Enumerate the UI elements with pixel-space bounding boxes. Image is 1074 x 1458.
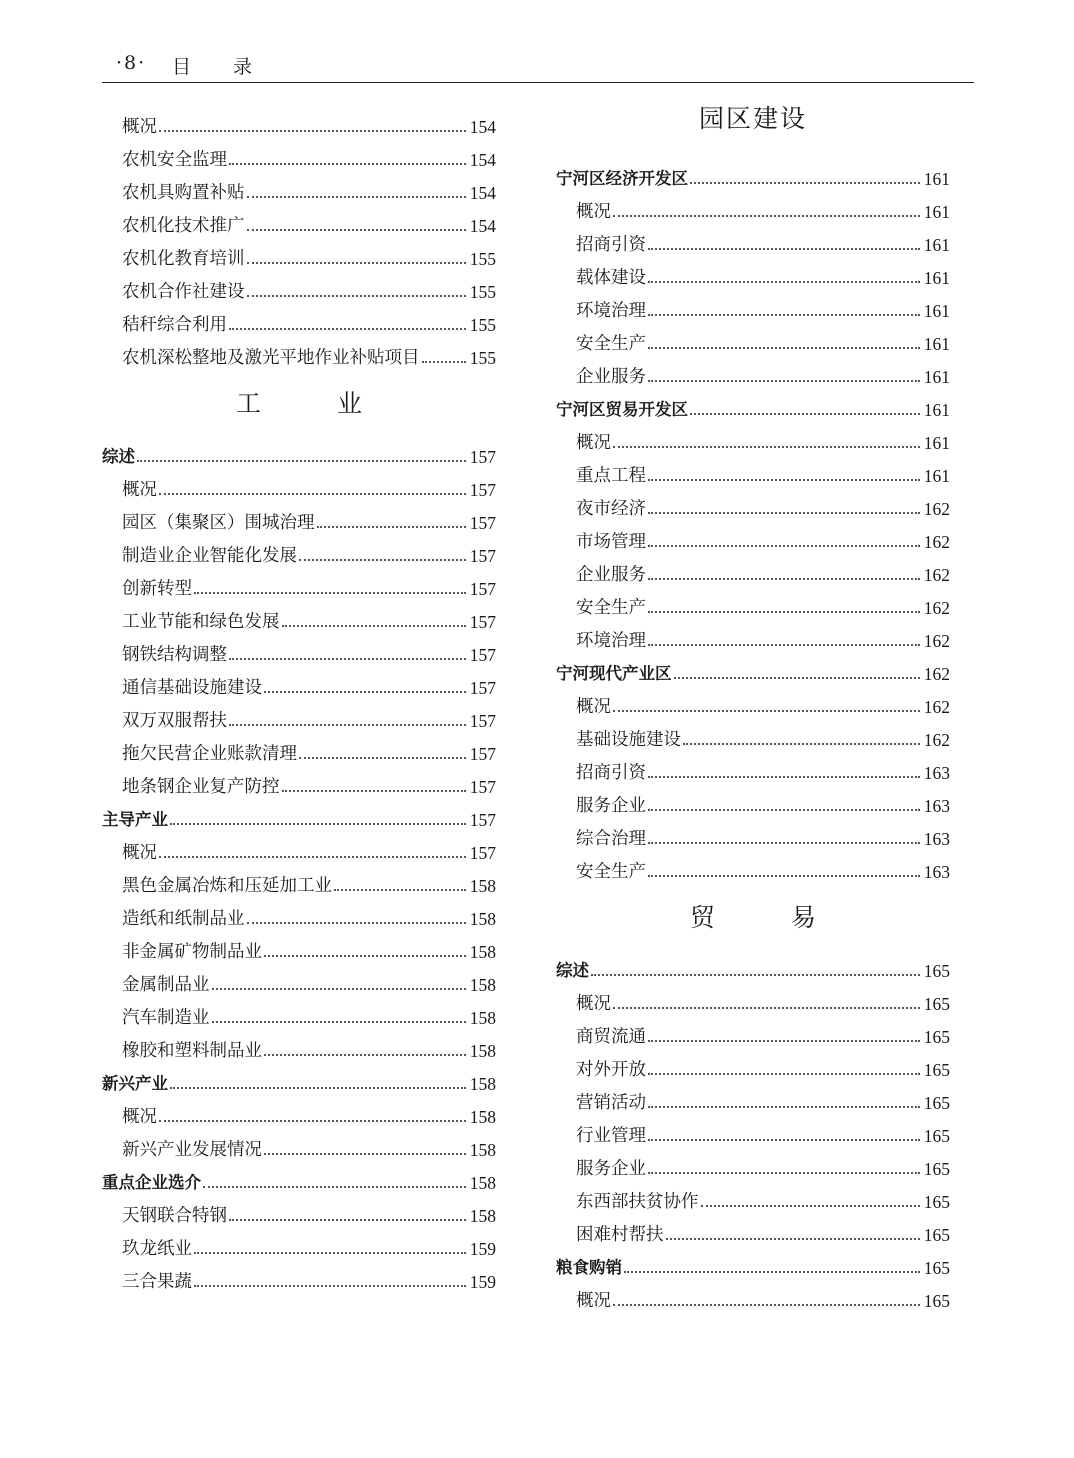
toc-entry-label: 载体建设 — [576, 268, 646, 288]
toc-entry-page: 157 — [469, 612, 496, 632]
toc-entry — [556, 1180, 950, 1213]
dot-leader — [648, 248, 920, 250]
dot-leader — [422, 361, 466, 363]
toc-entry — [102, 930, 496, 963]
toc-entry-label: 安全生产 — [576, 334, 646, 354]
toc-entry-label: 黑色金属冶炼和压延加工业 — [122, 876, 332, 896]
toc-entry-label: 招商引资 — [576, 763, 646, 783]
toc-entry — [556, 619, 950, 652]
toc-section-entry — [102, 435, 496, 468]
toc-entry-label: 概况 — [576, 697, 611, 717]
toc-entry-label: 东西部扶贫协作 — [576, 1192, 699, 1212]
dot-leader — [648, 1106, 920, 1108]
toc-entry-label: 宁河区经济开发区 — [556, 169, 688, 188]
toc-entry-page: 159 — [469, 1272, 496, 1292]
toc-entry-label: 企业服务 — [576, 367, 646, 387]
dot-leader — [674, 677, 920, 679]
toc-entry-label: 行业管理 — [576, 1126, 646, 1146]
toc-entry-label: 宁河现代产业区 — [556, 664, 672, 683]
toc-entry-page: 161 — [923, 367, 950, 387]
toc-entry — [102, 996, 496, 1029]
toc-entry — [102, 138, 496, 171]
toc-entry — [102, 534, 496, 567]
toc-entry-page: 158 — [469, 1107, 496, 1127]
toc-entry-label: 农机安全监理 — [122, 150, 227, 170]
toc-section-entry — [556, 157, 950, 190]
toc-entry-page: 161 — [923, 433, 950, 453]
dot-leader — [648, 1172, 920, 1174]
toc-entry-page: 161 — [923, 334, 950, 354]
toc-entry-label: 玖龙纸业 — [122, 1239, 192, 1259]
dot-leader — [229, 328, 466, 330]
toc-entry — [556, 1081, 950, 1114]
toc-entry-page: 163 — [923, 796, 950, 816]
toc-entry-page: 158 — [469, 1041, 496, 1061]
toc-entry-page: 157 — [469, 810, 496, 830]
toc-entry-label: 农机具购置补贴 — [122, 183, 245, 203]
parks-entries — [556, 157, 950, 883]
toc-entry — [102, 303, 496, 336]
dot-leader — [194, 592, 466, 594]
toc-entry-page: 157 — [469, 480, 496, 500]
toc-entry-label: 概况 — [122, 117, 157, 137]
dot-leader — [648, 578, 920, 580]
chapter-title-industry: 工 业 — [236, 389, 396, 418]
dot-leader — [194, 1285, 466, 1287]
dot-leader — [613, 710, 920, 712]
toc-entry-page: 158 — [469, 1074, 496, 1094]
toc-entry-page: 157 — [469, 744, 496, 764]
toc-entry-label: 通信基础设施建设 — [122, 678, 262, 698]
toc-entry-label: 服务企业 — [576, 1159, 646, 1179]
toc-entry — [102, 468, 496, 501]
toc-entry-label: 新兴产业 — [102, 1074, 168, 1093]
toc-entry — [556, 1213, 950, 1246]
toc-entry-page: 162 — [923, 565, 950, 585]
dot-leader — [648, 380, 920, 382]
toc-entry — [102, 732, 496, 765]
dot-leader — [648, 611, 920, 613]
toc-entry — [102, 1029, 496, 1062]
dot-leader — [648, 875, 920, 877]
toc-entry-page: 162 — [923, 697, 950, 717]
toc-entry-page: 158 — [469, 1008, 496, 1028]
toc-entry-label: 钢铁结构调整 — [122, 645, 227, 665]
toc-entry-page: 162 — [923, 664, 950, 684]
toc-entry — [102, 501, 496, 534]
dot-leader — [170, 823, 466, 825]
toc-entry-page: 154 — [469, 183, 496, 203]
toc-entry-page: 158 — [469, 1173, 496, 1193]
dot-leader — [648, 1040, 920, 1042]
dot-leader — [701, 1205, 920, 1207]
toc-entry-label: 概况 — [576, 202, 611, 222]
toc-entry — [556, 1048, 950, 1081]
toc-entry-label: 非金属矿物制品业 — [122, 942, 262, 962]
toc-entry — [102, 897, 496, 930]
toc-entry-page: 165 — [923, 1159, 950, 1179]
toc-entry — [102, 1095, 496, 1128]
dot-leader — [690, 413, 920, 415]
dot-leader — [247, 922, 466, 924]
toc-entry-page: 161 — [923, 466, 950, 486]
dot-leader — [194, 1252, 466, 1254]
toc-entry-label: 对外开放 — [576, 1060, 646, 1080]
toc-entry-page: 155 — [469, 348, 496, 368]
toc-entry-label: 汽车制造业 — [122, 1008, 210, 1028]
toc-entry-label: 综述 — [102, 447, 135, 466]
dot-leader — [282, 790, 466, 792]
toc-entry-label: 营销活动 — [576, 1093, 646, 1113]
toc-entry-page: 165 — [923, 1060, 950, 1080]
dot-leader — [648, 314, 920, 316]
toc-entry-label: 双万双服帮扶 — [122, 711, 227, 731]
toc-entry-label: 商贸流通 — [576, 1027, 646, 1047]
toc-entry-page: 158 — [469, 909, 496, 929]
toc-entry-label: 概况 — [122, 1107, 157, 1127]
toc-entry — [556, 751, 950, 784]
toc-entry-page: 165 — [923, 1093, 950, 1113]
dot-leader — [648, 842, 920, 844]
toc-section-entry — [556, 388, 950, 421]
toc-entry — [556, 487, 950, 520]
toc-entry-label: 夜市经济 — [576, 499, 646, 519]
toc-entry — [556, 454, 950, 487]
dot-leader — [613, 1304, 920, 1306]
toc-section-entry — [556, 949, 950, 982]
toc-entry — [102, 864, 496, 897]
toc-entry-label: 农机深松整地及激光平地作业补贴项目 — [122, 348, 420, 368]
dot-leader — [624, 1271, 920, 1273]
toc-entry-label: 宁河区贸易开发区 — [556, 400, 688, 419]
dot-leader — [229, 658, 466, 660]
toc-entry-page: 161 — [923, 301, 950, 321]
toc-entry-label: 园区（集聚区）围城治理 — [122, 513, 315, 533]
dot-leader — [159, 1120, 466, 1122]
page-title: 目 录 — [172, 56, 271, 78]
toc-entry-page: 165 — [923, 994, 950, 1014]
toc-entry-page: 165 — [923, 961, 950, 981]
toc-entry-label: 新兴产业发展情况 — [122, 1140, 262, 1160]
toc-entry — [102, 666, 496, 699]
toc-entry-page: 165 — [923, 1225, 950, 1245]
dot-leader — [317, 526, 466, 528]
toc-entry — [102, 1260, 496, 1293]
toc-entry-page: 158 — [469, 975, 496, 995]
dot-leader — [648, 809, 920, 811]
dot-leader — [247, 229, 466, 231]
toc-entry-label: 市场管理 — [576, 532, 646, 552]
dot-leader — [683, 743, 920, 745]
toc-entry-label: 制造业企业智能化发展 — [122, 546, 297, 566]
left-top-entries — [102, 105, 496, 369]
dot-leader — [247, 196, 466, 198]
toc-entry-page: 154 — [469, 216, 496, 236]
toc-entry — [556, 1114, 950, 1147]
toc-entry-label: 创新转型 — [122, 579, 192, 599]
dot-leader — [299, 757, 466, 759]
toc-entry-label: 环境治理 — [576, 301, 646, 321]
toc-entry-label: 基础设施建设 — [576, 730, 681, 750]
trade-entries — [556, 949, 950, 1312]
toc-entry-page: 154 — [469, 150, 496, 170]
toc-entry-label: 重点工程 — [576, 466, 646, 486]
toc-entry — [102, 1194, 496, 1227]
dot-leader — [648, 281, 920, 283]
toc-entry — [556, 850, 950, 883]
toc-entry-label: 橡胶和塑料制品业 — [122, 1041, 262, 1061]
dot-leader — [247, 262, 466, 264]
dot-leader — [264, 955, 466, 957]
toc-entry-page: 154 — [469, 117, 496, 137]
dot-leader — [299, 559, 466, 561]
toc-entry-page: 159 — [469, 1239, 496, 1259]
toc-entry — [556, 190, 950, 223]
toc-entry-page: 162 — [923, 499, 950, 519]
toc-entry — [102, 1227, 496, 1260]
dot-leader — [212, 1021, 466, 1023]
toc-entry-page: 157 — [469, 678, 496, 698]
toc-entry — [556, 421, 950, 454]
toc-entry — [556, 1147, 950, 1180]
toc-entry-page: 157 — [469, 645, 496, 665]
toc-entry — [102, 336, 496, 369]
chapter-title-trade: 贸 易 — [690, 903, 850, 932]
toc-entry-label: 概况 — [122, 480, 157, 500]
toc-entry-label: 招商引资 — [576, 235, 646, 255]
chapter-title-parks: 园区建设 — [698, 104, 807, 133]
dot-leader — [282, 625, 466, 627]
toc-entry — [556, 718, 950, 751]
toc-entry-label: 概况 — [576, 1291, 611, 1311]
dot-leader — [159, 130, 466, 132]
toc-entry — [556, 1015, 950, 1048]
toc-entry-label: 地条钢企业复产防控 — [122, 777, 280, 797]
toc-entry — [102, 1128, 496, 1161]
toc-entry — [556, 223, 950, 256]
dot-leader — [613, 1007, 920, 1009]
toc-entry-page: 157 — [469, 843, 496, 863]
dot-leader — [264, 1054, 466, 1056]
dot-leader — [159, 493, 466, 495]
dot-leader — [334, 889, 466, 891]
toc-entry-label: 农机化教育培训 — [122, 249, 245, 269]
toc-entry-page: 165 — [923, 1126, 950, 1146]
toc-entry-page: 157 — [469, 447, 496, 467]
toc-entry-page: 155 — [469, 282, 496, 302]
toc-left-column — [102, 105, 496, 1293]
toc-entry-label: 三合果蔬 — [122, 1272, 192, 1292]
toc-entry — [556, 1279, 950, 1312]
toc-entry-page: 165 — [923, 1027, 950, 1047]
toc-entry-label: 拖欠民营企业账款清理 — [122, 744, 297, 764]
dot-leader — [137, 460, 466, 462]
toc-section-entry — [556, 652, 950, 685]
dot-leader — [229, 1219, 466, 1221]
toc-entry-page: 158 — [469, 1140, 496, 1160]
dot-leader — [648, 1139, 920, 1141]
toc-entry — [102, 600, 496, 633]
toc-entry — [102, 831, 496, 864]
toc-entry-page: 161 — [923, 268, 950, 288]
dot-leader — [170, 1087, 466, 1089]
dot-leader — [648, 1073, 920, 1075]
toc-entry-page: 165 — [923, 1291, 950, 1311]
toc-entry — [556, 520, 950, 553]
toc-entry-label: 金属制品业 — [122, 975, 210, 995]
dot-leader — [613, 446, 920, 448]
toc-section-entry — [102, 798, 496, 831]
dot-leader — [203, 1186, 466, 1188]
toc-entry-label: 粮食购销 — [556, 1258, 622, 1277]
dot-leader — [613, 215, 920, 217]
toc-entry — [102, 105, 496, 138]
toc-entry — [556, 256, 950, 289]
toc-entry-page: 163 — [923, 862, 950, 882]
dot-leader — [666, 1238, 920, 1240]
toc-entry-label: 综述 — [556, 961, 589, 980]
toc-entry-page: 161 — [923, 202, 950, 222]
toc-entry — [556, 355, 950, 388]
dot-leader — [591, 974, 920, 976]
page-number: ·8· — [116, 52, 147, 74]
toc-entry-page: 163 — [923, 829, 950, 849]
toc-entry — [102, 963, 496, 996]
toc-entry-label: 概况 — [576, 994, 611, 1014]
toc-entry-page: 158 — [469, 942, 496, 962]
toc-entry-page: 161 — [923, 169, 950, 189]
toc-entry-page: 157 — [469, 579, 496, 599]
toc-entry-page: 162 — [923, 730, 950, 750]
dot-leader — [229, 163, 466, 165]
toc-entry — [102, 633, 496, 666]
toc-entry-page: 162 — [923, 598, 950, 618]
left-main-entries — [102, 435, 496, 1293]
toc-entry — [102, 765, 496, 798]
toc-entry — [102, 699, 496, 732]
toc-entry-page: 157 — [469, 513, 496, 533]
toc-entry-page: 155 — [469, 315, 496, 335]
toc-entry-label: 概况 — [576, 433, 611, 453]
dot-leader — [159, 856, 466, 858]
dot-leader — [229, 724, 466, 726]
toc-entry — [556, 817, 950, 850]
dot-leader — [648, 512, 920, 514]
toc-entry-label: 环境治理 — [576, 631, 646, 651]
dot-leader — [648, 347, 920, 349]
dot-leader — [690, 182, 920, 184]
toc-entry-page: 158 — [469, 1206, 496, 1226]
toc-entry — [102, 171, 496, 204]
toc-entry-label: 秸秆综合利用 — [122, 315, 227, 335]
dot-leader — [247, 295, 466, 297]
toc-section-entry — [102, 1062, 496, 1095]
toc-entry — [102, 567, 496, 600]
toc-entry-label: 综合治理 — [576, 829, 646, 849]
dot-leader — [648, 776, 920, 778]
toc-entry-label: 困难村帮扶 — [576, 1225, 664, 1245]
toc-entry-label: 工业节能和绿色发展 — [122, 612, 280, 632]
toc-section-entry — [556, 1246, 950, 1279]
dot-leader — [648, 479, 920, 481]
toc-entry — [556, 553, 950, 586]
toc-entry-label: 安全生产 — [576, 862, 646, 882]
toc-entry — [102, 237, 496, 270]
toc-entry-label: 主导产业 — [102, 810, 168, 829]
toc-entry-label: 企业服务 — [576, 565, 646, 585]
toc-entry-label: 造纸和纸制品业 — [122, 909, 245, 929]
dot-leader — [212, 988, 466, 990]
toc-entry-page: 162 — [923, 631, 950, 651]
toc-entry-label: 农机化技术推广 — [122, 216, 245, 236]
toc-entry-label: 重点企业选介 — [102, 1173, 201, 1192]
toc-entry-page: 158 — [469, 876, 496, 896]
dot-leader — [648, 545, 920, 547]
toc-entry — [556, 289, 950, 322]
toc-entry-page: 157 — [469, 546, 496, 566]
toc-entry-label: 概况 — [122, 843, 157, 863]
toc-entry — [556, 586, 950, 619]
toc-entry-page: 155 — [469, 249, 496, 269]
toc-entry-label: 服务企业 — [576, 796, 646, 816]
toc-entry-page: 162 — [923, 532, 950, 552]
toc-entry-label: 安全生产 — [576, 598, 646, 618]
toc-section-entry — [102, 1161, 496, 1194]
page-header — [102, 48, 974, 83]
toc-entry — [556, 784, 950, 817]
toc-entry-page: 165 — [923, 1258, 950, 1278]
toc-entry — [102, 204, 496, 237]
toc-entry — [556, 322, 950, 355]
toc-entry-label: 天钢联合特钢 — [122, 1206, 227, 1226]
toc-entry-page: 165 — [923, 1192, 950, 1212]
toc-entry-page: 163 — [923, 763, 950, 783]
toc-entry — [556, 982, 950, 1015]
dot-leader — [264, 1153, 466, 1155]
dot-leader — [648, 644, 920, 646]
toc-entry-page: 161 — [923, 400, 950, 420]
dot-leader — [264, 691, 466, 693]
toc-entry — [102, 270, 496, 303]
toc-entry-page: 157 — [469, 777, 496, 797]
toc-right-column — [556, 105, 950, 1312]
toc-entry — [556, 685, 950, 718]
toc-entry-label: 农机合作社建设 — [122, 282, 245, 302]
toc-entry-page: 157 — [469, 711, 496, 731]
toc-entry-page: 161 — [923, 235, 950, 255]
